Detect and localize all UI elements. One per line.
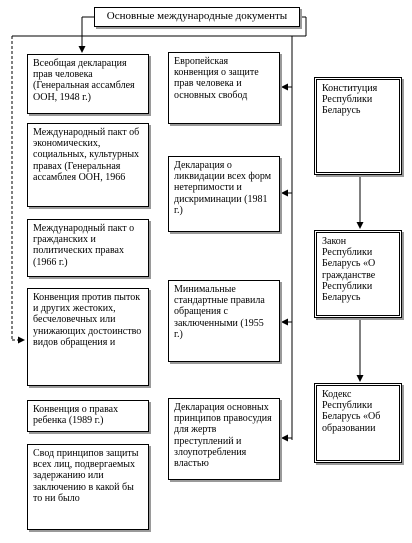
decl-justice-text: Декларация основных принципов правосудия для жертв преступлений и злоупотребления властью bbox=[174, 402, 272, 469]
iccpr-box bbox=[27, 219, 149, 277]
icescr-text: Международный пакт об экономических, социальных, культурных правах (Генеральная ассамблея ООН, 1966 bbox=[33, 127, 140, 183]
citizenship-law-text: Закон Республики Беларусь «О гражданстве Республики Беларусь bbox=[322, 236, 376, 303]
udhr-box bbox=[27, 54, 149, 114]
decl-discrimination-box bbox=[168, 156, 280, 232]
standard-rules-text: Минимальные стандартные правила обращения с заключенными (1955 г.) bbox=[174, 284, 265, 340]
crc-text: Конвенция о правах ребенка (1989 г.) bbox=[33, 404, 119, 427]
decl-discrimination-text: Декларация о ликвидации всех форм нетерпимости и дискриминации (1981 г.) bbox=[174, 160, 272, 216]
convention-torture-box bbox=[27, 288, 149, 386]
constitution-box bbox=[314, 77, 402, 175]
body-principles-text: Свод принципов защиты всех лиц, подвергаемых задержанию или заключению в какой бы то ни было bbox=[33, 448, 139, 504]
title-text: Основные международные документы bbox=[106, 10, 288, 22]
icescr-box bbox=[27, 123, 149, 207]
citizenship-law-box bbox=[314, 230, 402, 318]
constitution-text: Конституция Республики Беларусь bbox=[322, 83, 378, 117]
decl-justice-box bbox=[168, 398, 280, 480]
iccpr-text: Международный пакт о гражданских и политических правах (1966 г.) bbox=[33, 223, 135, 268]
ecthr-box bbox=[168, 52, 280, 124]
title-box bbox=[94, 7, 300, 27]
education-code-text: Кодекс Республики Беларусь «Об образовании bbox=[322, 389, 381, 434]
body-principles-box bbox=[27, 444, 149, 530]
crc-box bbox=[27, 400, 149, 432]
standard-rules-box bbox=[168, 280, 280, 362]
udhr-text: Всеобщая декларация прав человека (Генеральная ассамблея ООН, 1948 г.) bbox=[33, 58, 135, 103]
convention-torture-text: Конвенция против пыток и других жестоких, бесчеловечных или унижающих достоинство видов обращения и bbox=[33, 292, 142, 348]
education-code-box bbox=[314, 383, 402, 463]
ecthr-text: Европейская конвенция о защите прав человека и основных свобод bbox=[174, 56, 259, 101]
